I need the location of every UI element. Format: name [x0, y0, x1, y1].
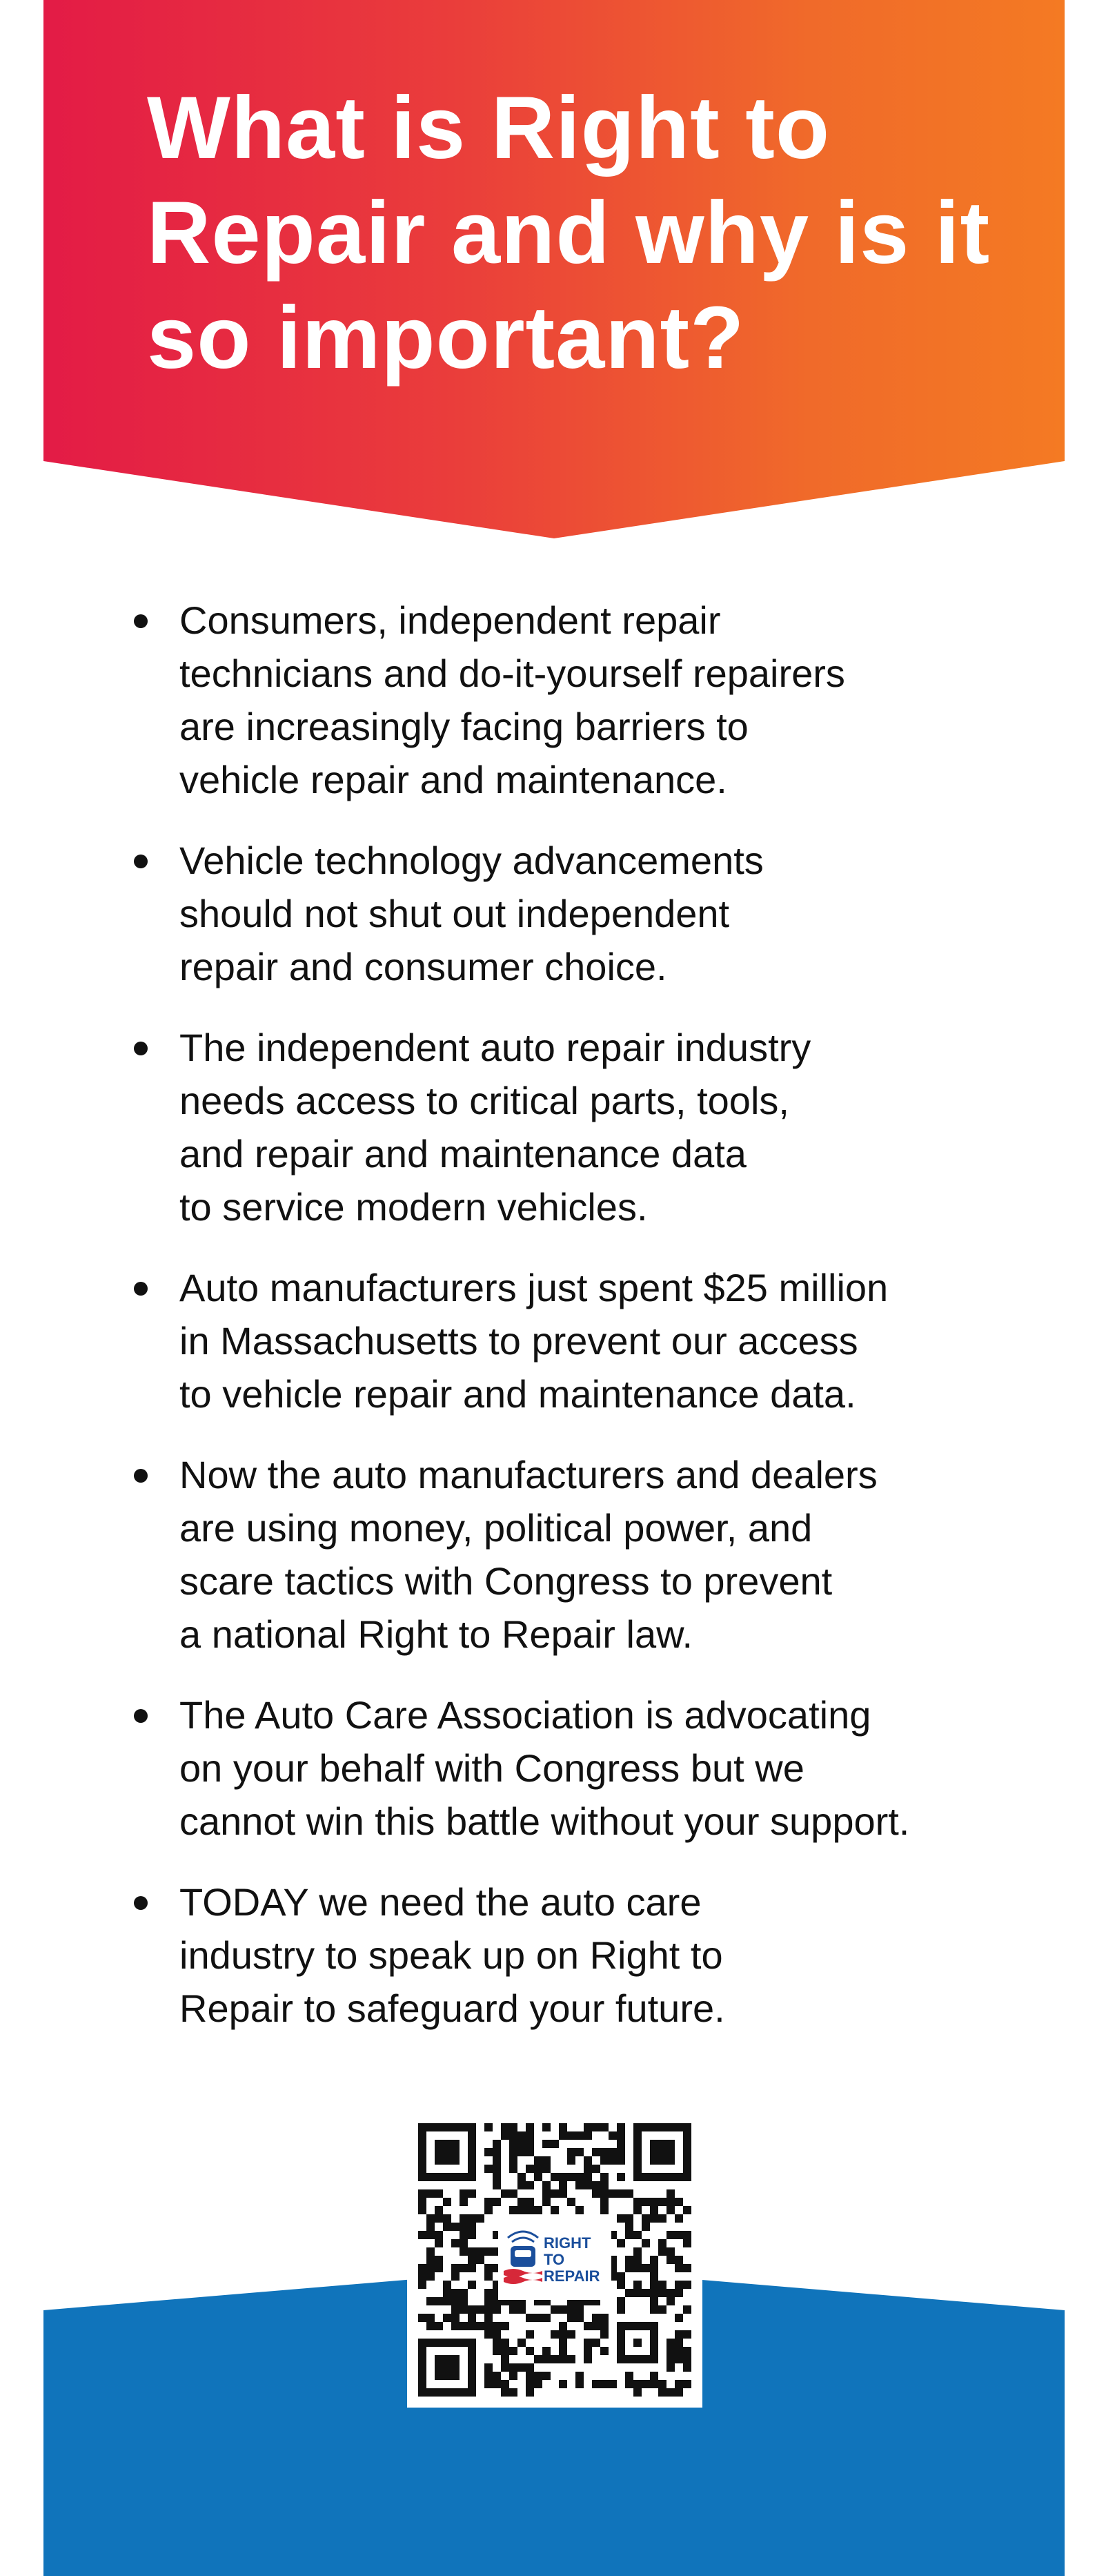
car-flag-icon — [504, 2223, 542, 2289]
bullet-icon — [134, 1709, 148, 1723]
list-item-text: Now the auto manufacturers and dealers are using money, political power, and scare tactics with Congress to prevent a national Right to Repair law. — [179, 1453, 878, 1656]
bullet-icon — [134, 1042, 148, 1055]
logo-text-top: RIGHT TO — [544, 2234, 591, 2268]
list-item — [124, 1448, 1042, 1661]
bullet-icon — [134, 1282, 148, 1296]
list-item — [124, 1688, 1042, 1848]
list-item-text: Consumers, independent repair technicians and do-it-yourself repairers are increasingly facing barriers to vehicle repair and maintenance. — [179, 598, 845, 801]
list-item — [124, 594, 1042, 806]
bullet-list — [124, 594, 1042, 2062]
qr-code[interactable] — [407, 2112, 702, 2408]
list-item-text: Auto manufacturers just spent $25 million in Massachusetts to prevent our access to vehicle repair and maintenance data. — [179, 1266, 889, 1416]
list-item-text: Vehicle technology advancements should not shut out independent repair and consumer choice. — [179, 839, 764, 988]
logo-text-bottom: REPAIR — [544, 2267, 600, 2285]
list-item-text: The Auto Care Association is advocating on your behalf with Congress but we cannot win this battle without your support. — [179, 1693, 910, 1843]
bullet-icon — [134, 614, 148, 628]
list-item-text: TODAY we need the auto care industry to speak up on Right to Repair to safeguard your future. — [179, 1880, 725, 2030]
bullet-icon — [134, 1469, 148, 1483]
bullet-icon — [134, 855, 148, 868]
page-title: What is Right to Repair and why is it so important? — [147, 79, 991, 387]
list-item — [124, 1261, 1042, 1421]
bullet-icon — [134, 1896, 148, 1910]
list-item — [124, 1021, 1042, 1233]
list-item — [124, 834, 1042, 993]
list-item-text: The independent auto repair industry needs access to critical parts, tools, and repair and maintenance data to service modern vehicles. — [179, 1026, 811, 1229]
right-to-repair-logo — [498, 2214, 611, 2300]
list-item — [124, 1875, 1042, 2035]
